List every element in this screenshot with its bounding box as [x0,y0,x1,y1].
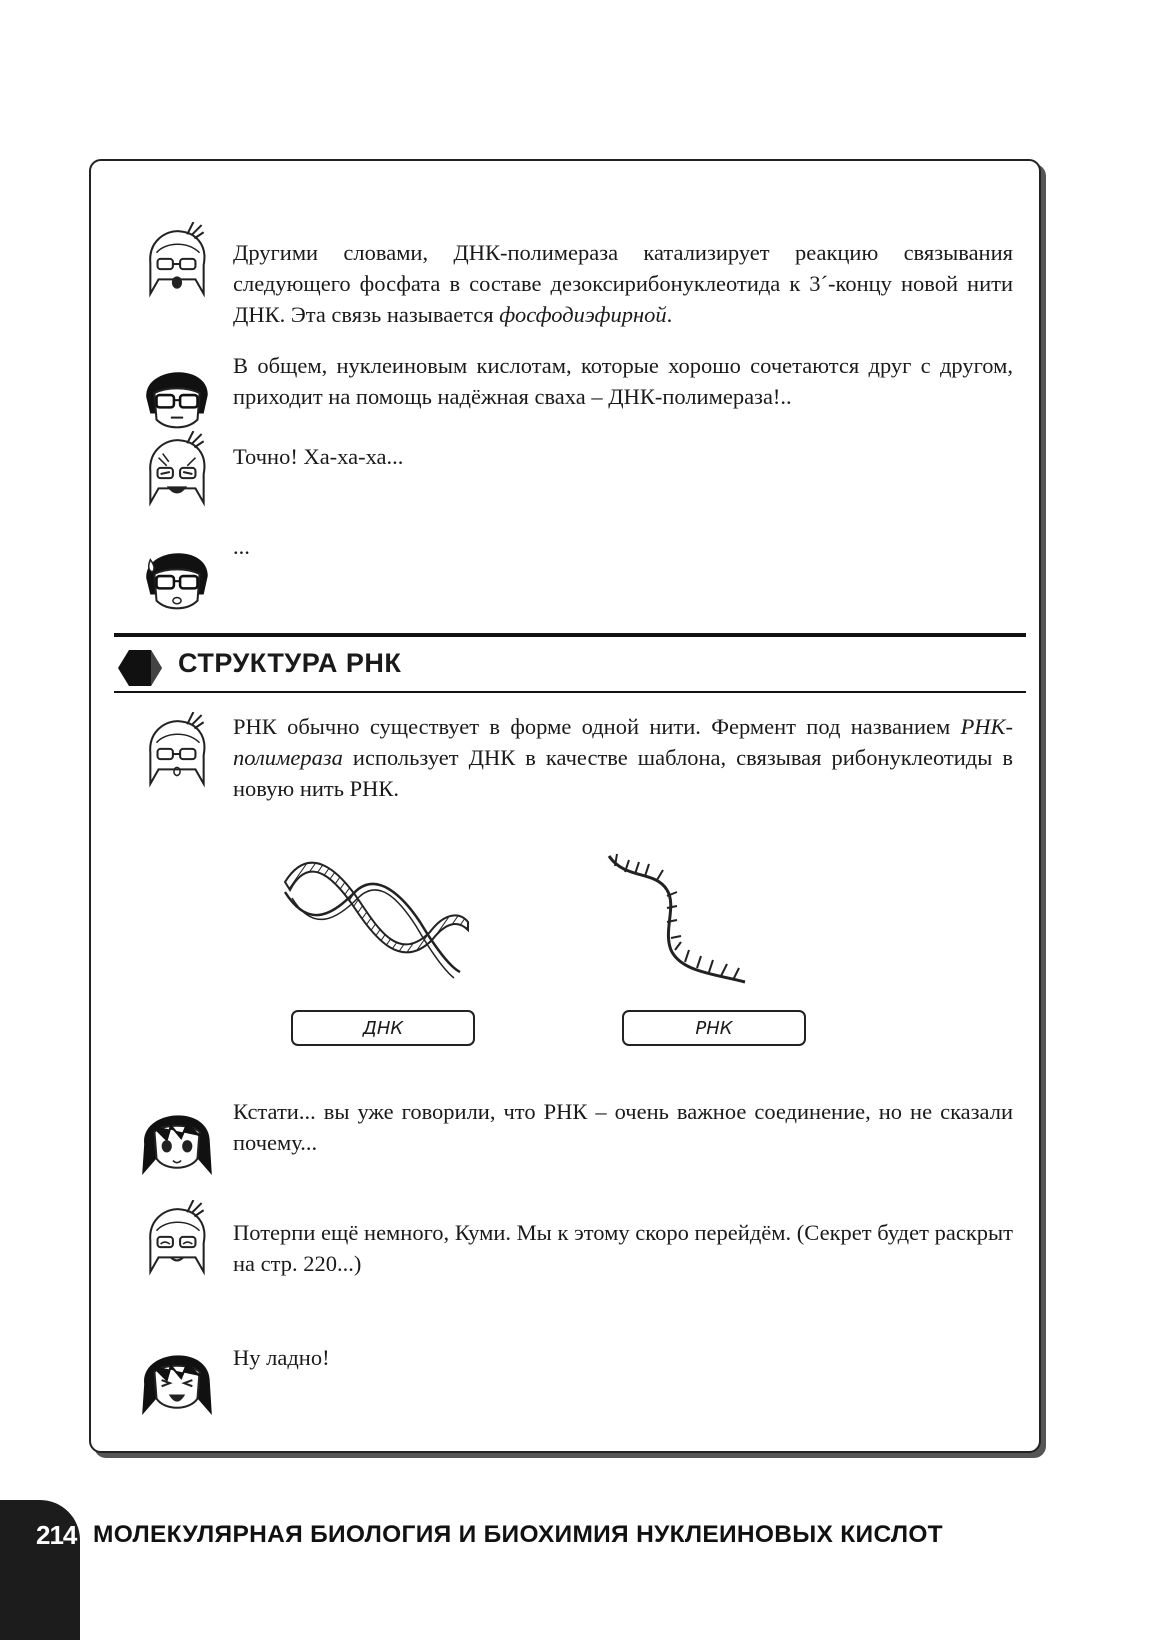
teacher-avatar-icon [136,712,218,794]
girl-line-2: Ну ладно! [233,1345,330,1370]
hexagon-icon [118,648,162,688]
teacher-line-2: Точно! Ха-ха-ха... [233,444,404,469]
teacher-laughing-avatar-icon [136,431,218,513]
teacher-line-3: РНК обычно существует в форме одной нити. Фермент под названием РНК-полимераза использует ДНК в качестве шаблона, связывая рибонуклеотиды в новую нить РНК. [233,714,1013,801]
boy-line-2: ... [233,534,250,559]
section-rule-bottom [114,691,1026,693]
girl-avatar-icon [136,1095,218,1177]
teacher-avatar-icon [136,222,218,304]
section-rule-top [114,633,1026,637]
teacher-smiling-avatar-icon [136,1200,218,1282]
dna-double-helix-illustration [280,852,472,982]
teacher-line-4: Потерпи ещё немного, Куми. Мы к этому скоро перейдём. (Секрет будет раскрыт на стр. 220...) [233,1220,1013,1276]
boy-sweat-avatar-icon [136,533,218,615]
section-title: СТРУКТУРА РНК [178,648,402,678]
page-number: 214 [36,1520,77,1550]
rna-single-strand-illustration [605,850,755,985]
running-title: МОЛЕКУЛЯРНАЯ БИОЛОГИЯ И БИОХИМИЯ НУКЛЕИНОВЫХ КИСЛОТ [93,1521,943,1548]
girl-happy-avatar-icon [136,1335,218,1417]
boy-avatar-icon [136,352,218,434]
girl-line-1: Кстати... вы уже говорили, что РНК – очень важное соединение, но не сказали почему... [233,1099,1013,1155]
boy-line-1: В общем, нуклеиновым кислотам, которые хорошо сочетаются друг с другом, приходит на помощь надёжная сваха – ДНК-полимераза!.. [233,353,1013,409]
dna-label-box: ДНК [291,1010,475,1046]
teacher-line-1: Другими словами, ДНК-полимераза катализирует реакцию связывания следующего фосфата в составе дезоксирибонуклеотида к 3´-концу новой нити ДНК. Эта связь называется фосфодиэфирной. [233,240,1013,327]
rna-label-box: РНК [622,1010,806,1046]
